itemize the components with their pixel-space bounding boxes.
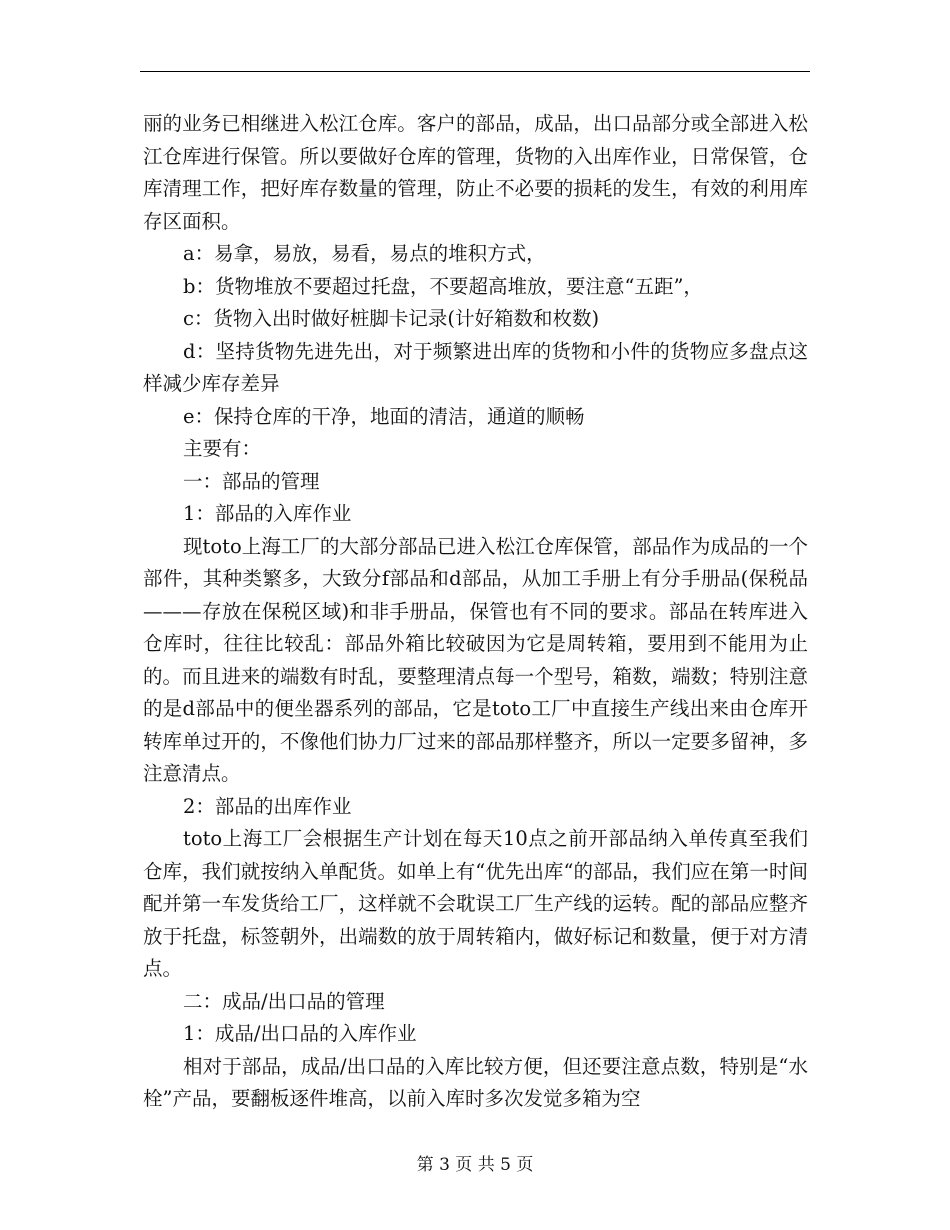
paragraph: toto上海工厂会根据生产计划在每天10点之前开部品纳入单传真至我们仓库，我们就按纳入单配货。如单上有“优先出库“的部品，我们应在第一时间配并第一车发货给工厂，这样就不会耽误工厂生产线的运转。配的部品应整齐放于托盘，标签朝外，出端数的放于周转箱内，做好标记和数量，便于对方清点。 xyxy=(143,827,808,980)
paragraph: 现toto上海工厂的大部分部品已进入松江仓库保管，部品作为成品的一个部件，其种类繁多，大致分f部品和d部品，从加工手册上有分手册品(保税品———存放在保税区域)和非手册品，保管也有不同的要求。部品在转库进入仓库时，往往比较乱：部品外箱比较破因为它是周转箱，要用到不能用为止的。而且进来的端数有时乱，要整理清点每一个型号，箱数，端数；特别注意的是d部品中的便坐器系列的部品，它是toto工厂中直接生产线出来由仓库开转库单过开的，不像他们协力厂过来的部品那样整齐，所以一定要多留神，多注意清点。 xyxy=(143,534,808,785)
paragraph: 相对于部品，成品/出口品的入库比较方便，但还要注意点数，特别是“水栓”产品，要翻板逐件堆高，以前入库时多次发觉多箱为空 xyxy=(143,1054,808,1110)
subsection-heading: 1：部品的入库作业 xyxy=(183,502,352,525)
paragraph: a：易拿，易放，易看，易点的堆积方式， xyxy=(183,242,546,265)
paragraph: 丽的业务已相继进入松江仓库。客户的部品，成品，出口品部分或全部进入松江仓库进行保管。所以要做好仓库的管理，货物的入出库作业，日常保管，仓库清理工作，把好库存数量的管理，防止不必要的损耗的发生，有效的利用库存区面积。 xyxy=(143,112,808,233)
section-heading: 二：成品/出口品的管理 xyxy=(183,989,385,1013)
section-heading: 一：部品的管理 xyxy=(183,469,320,493)
header-rule xyxy=(140,71,810,72)
paragraph: b：货物堆放不要超过托盘，不要超高堆放，要注意“五距”， xyxy=(183,274,703,298)
paragraph: e：保持仓库的干净，地面的清洁，通道的顺畅 xyxy=(183,404,585,428)
subsection-heading: 2：部品的出库作业 xyxy=(183,794,352,818)
paragraph: d：坚持货物先进先出，对于频繁进出库的货物和小件的货物应多盘点这样减少库存差异 xyxy=(143,339,808,395)
page-footer: 第 3 页 共 5 页 xyxy=(416,1155,534,1175)
paragraph: 主要有： xyxy=(183,437,262,460)
subsection-heading: 1：成品/出口品的入库作业 xyxy=(183,1022,417,1045)
paragraph: c：货物入出时做好桩脚卡记录(计好箱数和枚数) xyxy=(183,307,600,330)
document-body xyxy=(143,108,808,1116)
